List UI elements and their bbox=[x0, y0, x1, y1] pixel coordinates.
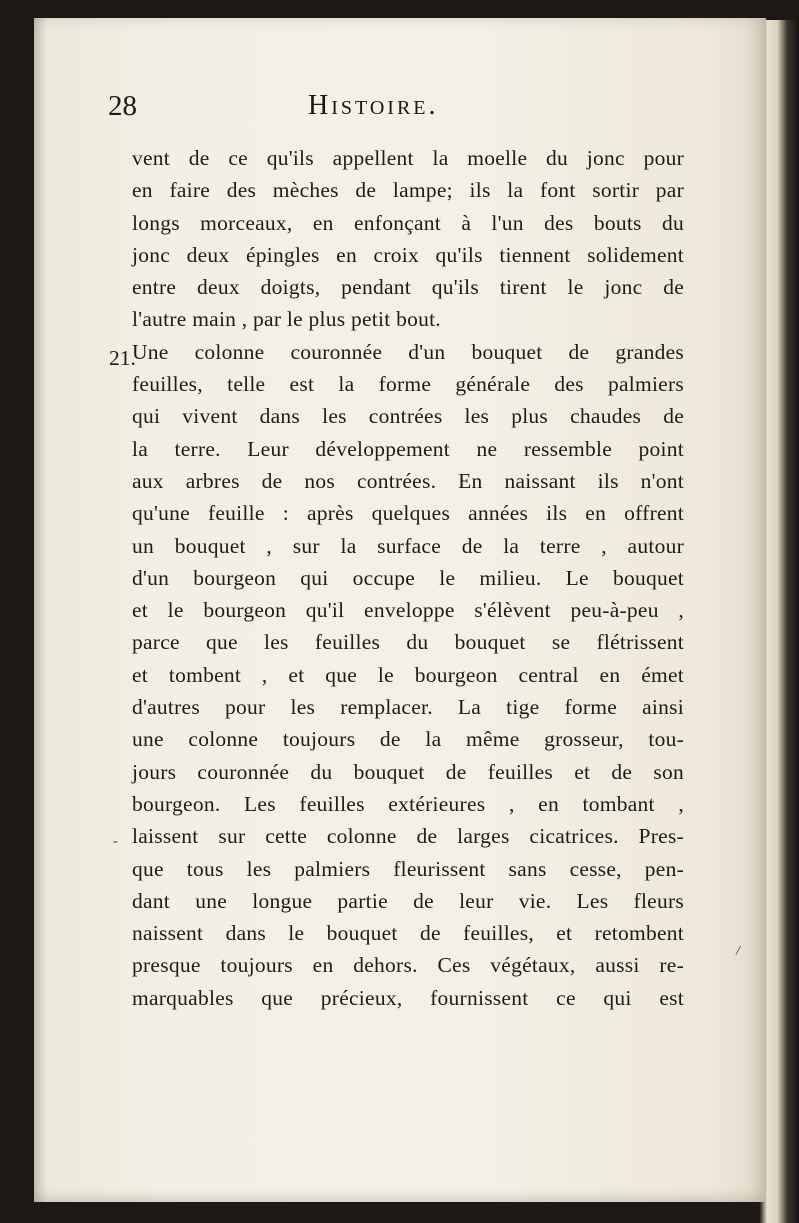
text-line: vent de ce qu'ils appellent la moelle du jonc pour bbox=[132, 146, 684, 170]
paragraph-number: 21. bbox=[109, 346, 136, 370]
text-line: qu'une feuille : après quelques années ils en offrent bbox=[132, 501, 684, 526]
text-line: laissent sur cette colonne de larges cicatrices. Pres- bbox=[132, 824, 684, 849]
text-line: aux arbres de nos contrées. En naissant ils n'ont bbox=[132, 468, 684, 493]
text-line: l'autre main , par le plus petit bout. bbox=[132, 307, 441, 332]
gutter-shadow bbox=[34, 18, 48, 1202]
body-text bbox=[132, 142, 684, 1014]
text-line: naissent dans le bouquet de feuilles, et retombent bbox=[132, 921, 684, 946]
text-line: d'autres pour les remplacer. La tige forme ainsi bbox=[132, 695, 684, 720]
text-line: jours couronnée du bouquet de feuilles et de son bbox=[132, 759, 684, 784]
text-line: parce que les feuilles du bouquet se flétrissent bbox=[132, 630, 684, 655]
text-line: longs morceaux, en enfonçant à l'un des bouts du bbox=[132, 210, 684, 235]
text-line: Une colonne couronnée d'un bouquet de grandes bbox=[132, 339, 684, 364]
text-line: un bouquet , sur la surface de la terre , autour bbox=[132, 533, 684, 558]
text-line: d'un bourgeon qui occupe le milieu. Le bouquet bbox=[132, 565, 684, 590]
text-line: bourgeon. Les feuilles extérieures , en tombant , bbox=[132, 791, 684, 816]
text-line: qui vivent dans les contrées les plus chaudes de bbox=[132, 404, 684, 429]
text-line: entre deux doigts, pendant qu'ils tirent le jonc de bbox=[132, 275, 684, 300]
text-line: presque toujours en dehors. Ces végétaux, aussi re- bbox=[132, 953, 684, 978]
text-line: la terre. Leur développement ne ressemble point bbox=[132, 436, 684, 461]
text-line: dant une longue partie de leur vie. Les fleurs bbox=[132, 888, 684, 913]
margin-mark-left: - bbox=[113, 834, 118, 849]
text-line: feuilles, telle est la forme générale des palmiers bbox=[132, 372, 684, 397]
text-line: jonc deux épingles en croix qu'ils tiennent solidement bbox=[132, 242, 684, 267]
running-title: Histoire. bbox=[308, 90, 439, 121]
page-number: 28 bbox=[108, 90, 137, 122]
text-line: et le bourgeon qu'il enveloppe s'élèvent peu-à-peu , bbox=[132, 598, 684, 623]
running-head bbox=[108, 88, 668, 128]
margin-mark-right: / bbox=[734, 943, 742, 960]
text-line: une colonne toujours de la même grosseur, tou- bbox=[132, 727, 684, 752]
text-line: en faire des mèches de lampe; ils la font sortir par bbox=[132, 178, 684, 203]
text-line: marquables que précieux, fournissent ce qui est bbox=[132, 985, 684, 1010]
text-line: que tous les palmiers fleurissent sans cesse, pen- bbox=[132, 856, 684, 881]
text-line: et tombent , et que le bourgeon central en émet bbox=[132, 662, 684, 687]
